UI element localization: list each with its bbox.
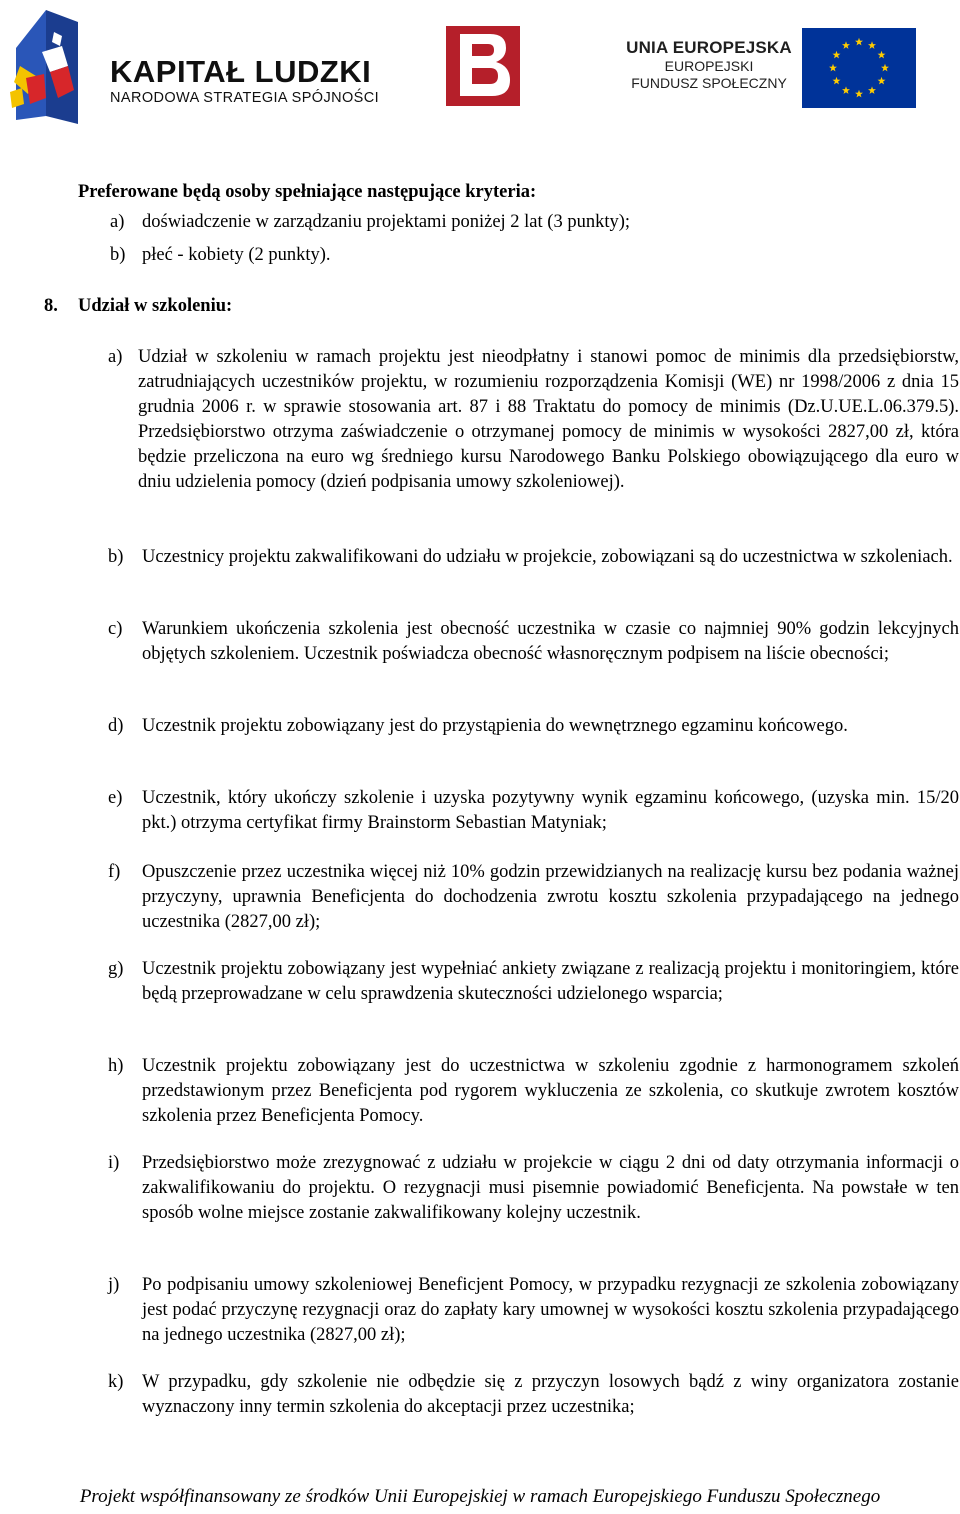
preference-text: płeć - kobiety (2 punkty). [142, 245, 331, 265]
list-item [108, 545, 959, 570]
section-number: 8. [44, 296, 58, 316]
list-item [108, 957, 959, 1007]
kapital-title: KAPITAŁ LUDZKI [110, 54, 372, 89]
item-text: Uczestnik projektu zobowiązany jest do przystąpienia do wewnętrznego egzaminu końcowego. [142, 716, 848, 736]
item-label: f) [108, 862, 121, 882]
item-label: e) [108, 788, 123, 808]
list-item [108, 617, 959, 667]
page-header [0, 0, 960, 140]
list-item [108, 345, 959, 495]
list-item [108, 714, 959, 739]
item-text: Uczestnik projektu zobowiązany jest do uczestnictwa w szkoleniu zgodnie z harmonogramem szkoleń przedstawionym przez Beneficjenta pod rygorem wykluczenia ze szkolenia, co skutkuje zwrotem kosztów szkolenia przez Beneficjenta Pomocy. [142, 1056, 959, 1126]
item-text: Uczestnik projektu zobowiązany jest wypełniać ankiety związane z realizacją projektu i monitoringiem, które będą przeprowadzane w celu sprawdzenia skuteczności udzielonego wsparcia; [142, 959, 959, 1004]
eu-flag-icon [802, 28, 916, 108]
list-item [108, 1151, 959, 1226]
ue-line1: UNIA EUROPEJSKA [626, 38, 792, 57]
preference-item [110, 210, 630, 235]
item-text: Przedsiębiorstwo może zrezygnować z udziału w projekcie w ciągu 2 dni od daty otrzymania informacji o zakwalifikowaniu do projektu. O rezygnacji musi pisemnie powiadomić Beneficjenta. Na powstałe w ten sposób wolne miejsce zostanie zakwalifikowany kolejny uczestnik. [142, 1153, 959, 1223]
preference-item [110, 243, 331, 268]
item-text: Opuszczenie przez uczestnika więcej niż 10% godzin przewidzianych na realizację kursu bez podania ważnej przyczyny, uprawnia Beneficjenta do dochodzenia zwrotu kosztu szkolenia przypadającego na jednego uczestnika (2827,00 zł); [142, 862, 959, 932]
item-label: i) [108, 1153, 120, 1173]
item-text: Uczestnik, który ukończy szkolenie i uzyska pozytywny wynik egzaminu końcowego, (uzyska min. 15/20 pkt.) otrzyma certyfikat firmy Brainstorm Sebastian Matyniak; [142, 788, 959, 833]
preference-text: doświadczenie w zarządzaniu projektami poniżej 2 lat (3 punkty); [142, 212, 631, 232]
item-label: j) [108, 1275, 120, 1295]
item-label: a) [108, 347, 123, 367]
list-item [108, 1054, 959, 1129]
list-item [108, 860, 959, 935]
item-text: Warunkiem ukończenia szkolenia jest obecność uczestnika w czasie co najmniej 90% godzin lekcyjnych objętych szkoleniem. Uczestnik poświadcza obecność własnoręcznym podpisem na liście obecności; [142, 619, 959, 664]
item-text: W przypadku, gdy szkolenie nie odbędzie się z przyczyn losowych bądź z winy organizatora zostanie wyznaczony inny termin szkolenia do akceptacji przez uczestnika; [142, 1372, 959, 1417]
kapital-ludzki-star-icon [6, 8, 88, 130]
item-text: Uczestnicy projektu zakwalifikowani do udziału w projekcie, zobowiązani są do uczestnictwa w szkoleniach. [142, 547, 953, 567]
preference-label: a) [110, 212, 125, 232]
page-footer: Projekt współfinansowany ze środków Unii Europejskiej w ramach Europejskiego Funduszu Społecznego [79, 1486, 881, 1507]
ue-line3: FUNDUSZ SPOŁECZNY [631, 75, 787, 91]
ue-line2: EUROPEJSKI [664, 58, 754, 74]
item-label: b) [108, 547, 124, 567]
brainstorm-b-icon [446, 26, 520, 106]
item-text: Udział w szkoleniu w ramach projektu jest nieodpłatny i stanowi pomoc de minimis dla przedsiębiorstw, zatrudniających uczestników projektu, w rozumieniu rozporządzenia Komisji (WE) nr 1998/2006 z dnia 15 grudnia 2006 r. w sprawie stosowania art. 87 i 88 Traktatu do pomocy de minimis (Dz.U.UE.L.06.379.5). Przedsiębiorstwo otrzyma zaświadczenie o otrzymanej pomocy de minimis w wysokości 2827,00 zł, która będzie przeliczona na euro wg średniego kursu Narodowego Banku Polskiego obowiązującego dla euro w dniu udzielenia pomocy (dzień podpisania umowy szkoleniowej). [138, 347, 959, 492]
eu-logo [624, 28, 924, 112]
brainstorm-logo [446, 26, 520, 106]
item-label: d) [108, 716, 124, 736]
section-title [44, 294, 232, 319]
list-item [108, 1370, 959, 1420]
list-item [108, 786, 959, 836]
item-label: h) [108, 1056, 124, 1076]
kapital-subtitle: NARODOWA STRATEGIA SPÓJNOŚCI [110, 90, 380, 106]
preference-label: b) [110, 245, 126, 265]
item-label: c) [108, 619, 123, 639]
item-label: g) [108, 959, 124, 979]
item-label: k) [108, 1372, 124, 1392]
kapital-ludzki-logo [6, 8, 380, 128]
preferences-title: Preferowane będą osoby spełniające następujące kryteria: [78, 182, 537, 202]
item-text: Po podpisaniu umowy szkoleniowej Beneficjent Pomocy, w przypadku rezygnacji ze szkolenia zobowiązany jest podać przyczynę rezygnacji oraz do zapłaty kary umownej w wysokości kosztu szkolenia przypadającego na jednego uczestnika (2827,00 zł); [142, 1275, 959, 1345]
list-item [108, 1273, 959, 1348]
section-heading: Udział w szkoleniu: [78, 296, 233, 316]
